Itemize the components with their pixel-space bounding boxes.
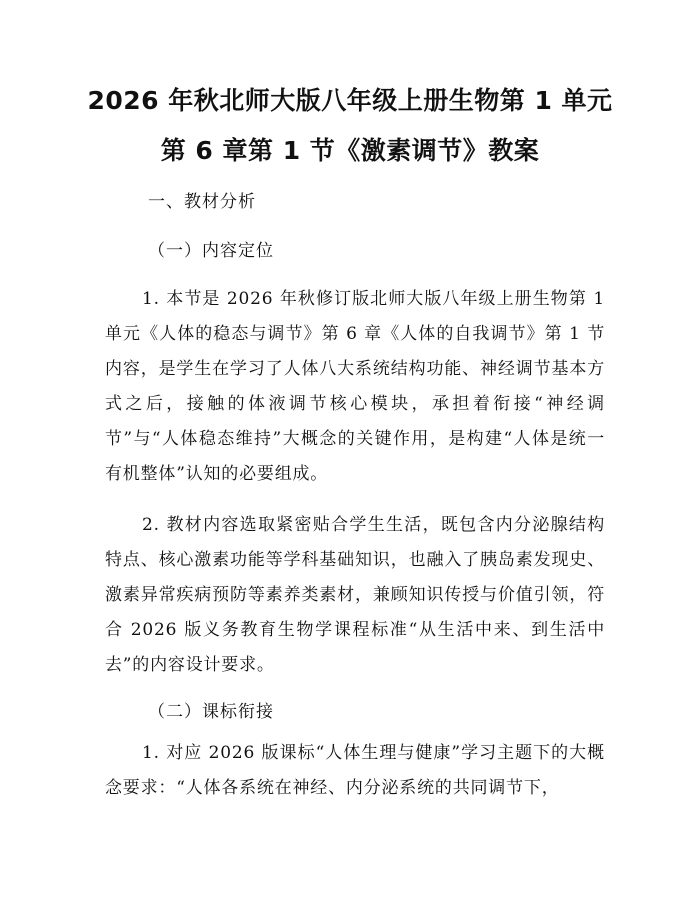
paragraph-content-positioning-1: 1. 本节是 2026 年秋修订版北师大版八年级上册生物第 1 单元《人体的稳态与调节》第 6 章《人体的自我调节》第 1 节内容，是学生在学习了人体八大系统结构功能、神经调节基本方式之后，接触的体液调节核心模块，承担着衔接“神经调节”与“人体稳态维持”大概念的关键作用，是构建“人体是统一有机整体”认知的必要组成。 — [105, 289, 605, 484]
section-heading-textbook-analysis: 一、教材分析 — [148, 192, 256, 212]
paragraph-curriculum-link-1: 1. 对应 2026 版课标“人体生理与健康”学习主题下的大概念要求：“人体各系统在神经、内分泌系统的共同调节下， — [105, 743, 605, 798]
document-title-line-1: 2026 年秋北师大版八年级上册生物第 1 单元 — [87, 86, 613, 115]
subsection-heading-content-positioning: （一）内容定位 — [148, 241, 274, 261]
paragraph-content-positioning-2: 2. 教材内容选取紧密贴合学生生活，既包含内分泌腺结构特点、核心激素功能等学科基础知识，也融入了胰岛素发现史、激素异常疾病预防等素养类素材，兼顾知识传授与价值引领，符合 2026 版义务教育生物学课程标准“从生活中来、到生活中去”的内容设计要求。 — [105, 515, 605, 675]
document-title-line-2: 第 6 章第 1 节《激素调节》教案 — [160, 136, 540, 165]
subsection-heading-curriculum-link: （二）课标衔接 — [148, 702, 274, 722]
